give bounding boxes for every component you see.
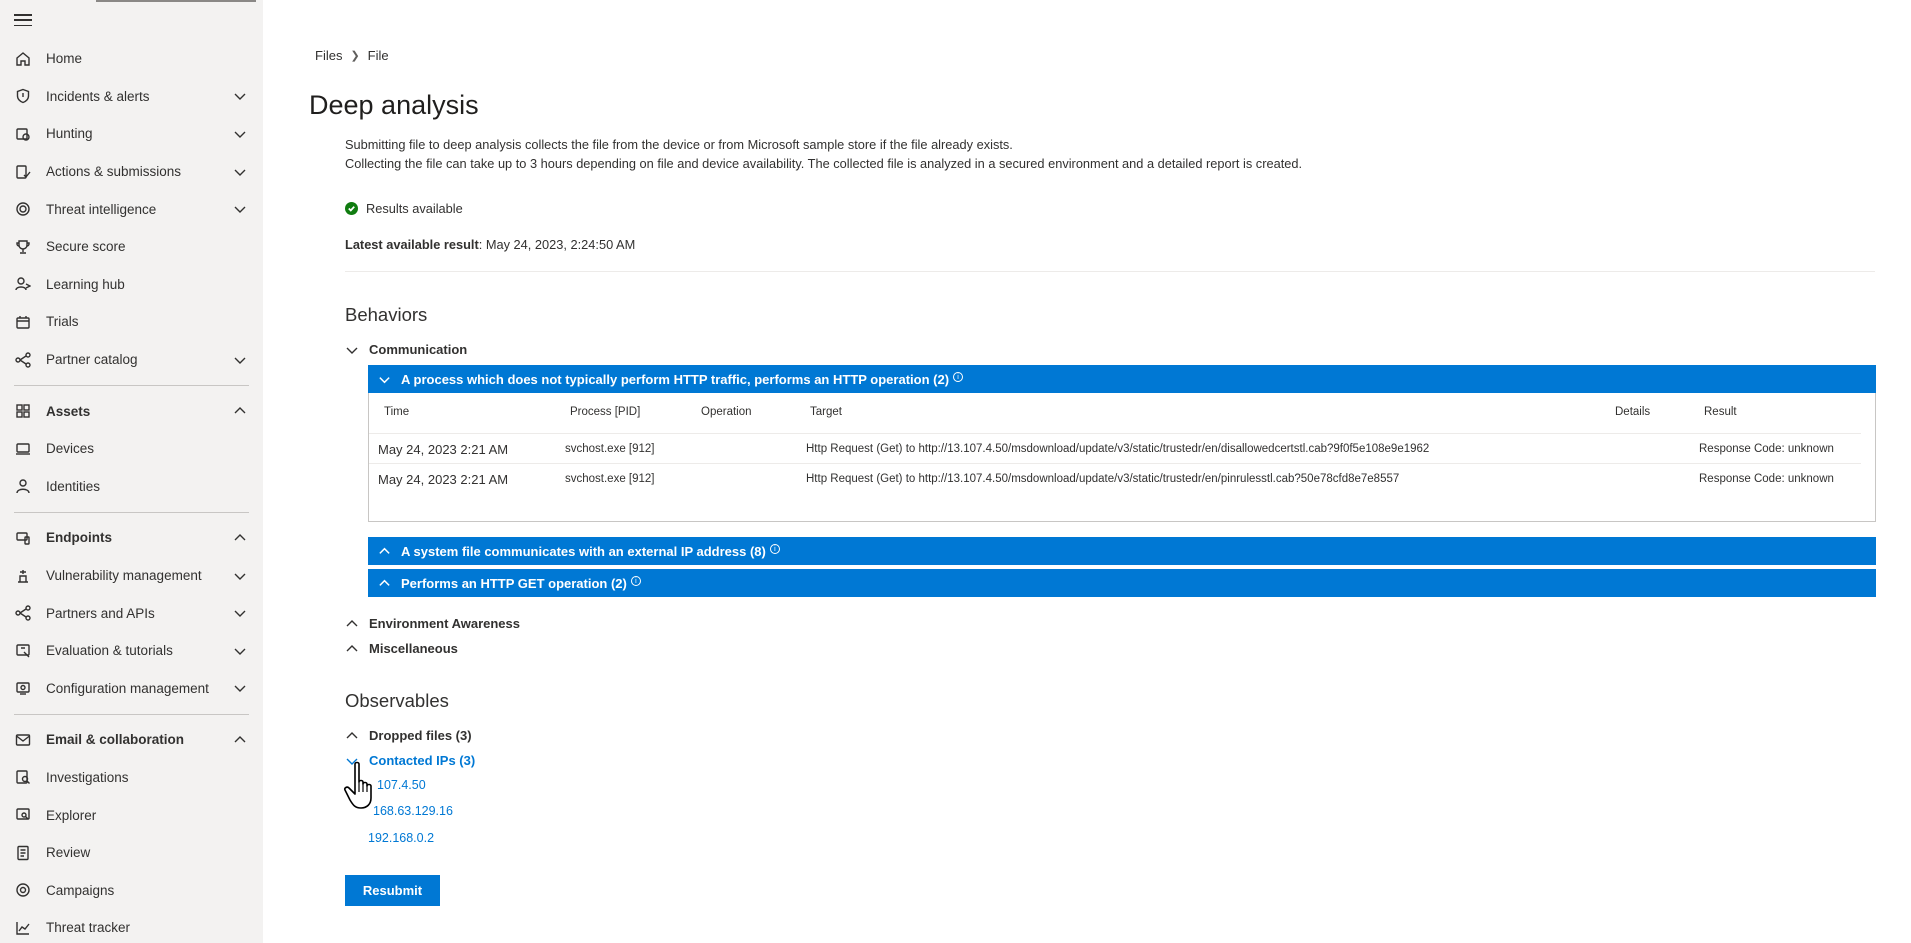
learning-icon — [14, 275, 32, 293]
chevron-down-icon[interactable] — [233, 644, 247, 658]
behavior-external-ip[interactable] — [368, 537, 1876, 565]
nav-divider — [14, 385, 249, 386]
chevron-up-icon — [345, 617, 359, 631]
nav-item-learning-hub[interactable] — [0, 266, 263, 304]
nav-section-email-collaboration[interactable] — [0, 721, 263, 759]
description-line-2: Collecting the file can take up to 3 hours depending on file and device availability. The collected file is analyzed in a secured environment and a detailed report is created. — [345, 156, 1303, 171]
nav-label: Review — [46, 845, 91, 861]
chevron-right-icon: ❯ — [350, 50, 360, 62]
nav-label: Vulnerability management — [46, 568, 202, 584]
table-row[interactable] — [369, 433, 1861, 463]
divider — [345, 271, 1875, 272]
nav-divider — [14, 714, 249, 715]
mail-icon — [14, 731, 32, 749]
cell-target: Http Request (Get) to http://13.107.4.50/msdownload/update/v3/static/trustedr/en/pinrulesstl.cab?50e78cfd8e7e8557 — [806, 473, 1400, 485]
header-result[interactable]: Result — [1704, 406, 1737, 418]
latest-result — [345, 237, 635, 252]
behavior-http-traffic[interactable] — [368, 365, 1876, 393]
nav-item-identities[interactable] — [0, 468, 263, 506]
cell-time: May 24, 2023 2:21 AM — [378, 442, 509, 457]
chevron-down-icon[interactable] — [233, 127, 247, 141]
group-miscellaneous[interactable] — [345, 641, 458, 656]
group-label: Communication — [369, 342, 468, 357]
left-navigation — [0, 0, 263, 943]
cell-time: May 24, 2023 2:21 AM — [378, 472, 509, 487]
nav-label: Home — [46, 51, 83, 67]
nav-item-investigations[interactable] — [0, 759, 263, 797]
behavior-label: A process which does not typically perform HTTP traffic, performs an HTTP operation (2) — [401, 371, 950, 387]
description-line-1: Submitting file to deep analysis collects the file from the device or from Microsoft sample store if the file already exists. — [345, 137, 1013, 152]
partner-icon — [14, 351, 32, 369]
chevron-up-icon[interactable] — [233, 404, 247, 418]
nav-item-partner-catalog[interactable] — [0, 341, 263, 379]
nav-section-label: Assets — [46, 403, 91, 419]
vulnerability-icon — [14, 567, 32, 585]
nav-item-home[interactable] — [0, 40, 263, 78]
breadcrumb-file: File — [367, 48, 389, 63]
nav-item-devices[interactable] — [0, 430, 263, 468]
ip-link[interactable]: 107.4.50 — [377, 778, 426, 792]
nav-item-vulnerability-management[interactable] — [0, 557, 263, 595]
nav-item-partners-apis[interactable] — [0, 594, 263, 632]
nav-item-hunting[interactable] — [0, 115, 263, 153]
header-details[interactable]: Details — [1615, 406, 1651, 418]
nav-item-review[interactable] — [0, 834, 263, 872]
header-operation[interactable]: Operation — [701, 406, 752, 418]
resubmit-button[interactable]: Resubmit — [345, 875, 440, 906]
chevron-down-icon — [345, 343, 359, 357]
chevron-down-icon — [378, 373, 391, 386]
chevron-down-icon[interactable] — [233, 202, 247, 216]
nav-item-explorer[interactable] — [0, 796, 263, 834]
observables-title: Observables — [345, 690, 449, 711]
nav-label: Identities — [46, 478, 101, 494]
chevron-down-icon[interactable] — [233, 569, 247, 583]
chevron-down-icon[interactable] — [233, 681, 247, 695]
cell-process: svchost.exe [912] — [565, 473, 655, 485]
nav-item-evaluation-tutorials[interactable] — [0, 632, 263, 670]
campaign-icon — [14, 881, 32, 899]
cell-target: Http Request (Get) to http://13.107.4.50/msdownload/update/v3/static/trustedr/en/disallowedcertstl.cab?9f0f5e108e9e1962 — [806, 443, 1430, 455]
nav-section-label: Email & collaboration — [46, 732, 185, 748]
cell-process: svchost.exe [912] — [565, 443, 655, 455]
nav-label: Configuration management — [46, 680, 209, 696]
threat-intel-icon — [14, 200, 32, 218]
nav-label: Threat intelligence — [46, 201, 157, 217]
description — [345, 135, 1305, 173]
info-icon[interactable]: i — [770, 544, 780, 554]
investigation-icon — [14, 768, 32, 786]
nav-label: Learning hub — [46, 276, 125, 292]
nav-item-actions[interactable] — [0, 153, 263, 191]
nav-label: Explorer — [46, 807, 97, 823]
hand-cursor-icon — [343, 760, 385, 812]
ip-link[interactable]: 192.168.0.2 — [368, 831, 435, 845]
nav-item-trials[interactable] — [0, 303, 263, 341]
nav-divider — [14, 512, 249, 513]
endpoints-icon — [14, 529, 32, 547]
chevron-down-icon[interactable] — [233, 89, 247, 103]
chevron-down-icon[interactable] — [233, 606, 247, 620]
latest-result-label: Latest available result — [345, 237, 479, 252]
behavior-label: A system file communicates with an external IP address (8) — [401, 543, 766, 559]
info-icon[interactable]: i — [953, 372, 963, 382]
latest-result-value: : May 24, 2023, 2:24:50 AM — [478, 237, 636, 252]
header-target[interactable]: Target — [810, 406, 842, 418]
home-icon — [14, 50, 32, 68]
group-communication[interactable] — [345, 342, 467, 357]
hunting-icon — [14, 125, 32, 143]
cell-result: Response Code: unknown — [1699, 443, 1834, 455]
nav-list — [0, 40, 263, 943]
group-dropped-files[interactable] — [345, 728, 472, 743]
behavior-http-get[interactable] — [368, 569, 1876, 597]
group-label: Miscellaneous — [369, 641, 458, 656]
chevron-up-icon — [378, 577, 391, 590]
hamburger-menu-icon[interactable] — [14, 12, 32, 28]
shield-icon — [14, 87, 32, 105]
group-label: Environment Awareness — [369, 616, 520, 631]
nav-label: Investigations — [46, 769, 129, 785]
scroll-indicator — [96, 0, 256, 2]
nav-label: Secure score — [46, 239, 126, 255]
explorer-icon — [14, 806, 32, 824]
nav-label: Campaigns — [46, 882, 115, 898]
nav-label: Threat tracker — [46, 920, 131, 936]
group-label: Dropped files (3) — [369, 728, 472, 743]
evaluation-icon — [14, 642, 32, 660]
header-process[interactable]: Process [PID] — [570, 406, 641, 418]
nav-label: Incidents & alerts — [46, 88, 150, 104]
nav-item-secure-score[interactable] — [0, 228, 263, 266]
table-header — [369, 393, 1875, 433]
nav-section-endpoints[interactable] — [0, 519, 263, 557]
header-time[interactable]: Time — [384, 406, 410, 418]
chevron-down-icon[interactable] — [233, 353, 247, 367]
group-label: Contacted IPs (3) — [369, 753, 476, 768]
chevron-up-icon — [378, 545, 391, 558]
breadcrumb — [315, 48, 389, 63]
ip-link[interactable]: 168.63.129.16 — [373, 804, 453, 818]
nav-label: Partners and APIs — [46, 605, 155, 621]
page-title: Deep analysis — [309, 90, 479, 120]
nav-label: Trials — [46, 314, 79, 330]
nav-item-campaigns[interactable] — [0, 871, 263, 909]
chevron-down-icon[interactable] — [233, 165, 247, 179]
trials-icon — [14, 313, 32, 331]
device-icon — [14, 440, 32, 458]
breadcrumb-files[interactable]: Files — [315, 48, 343, 63]
main-content — [263, 0, 1911, 943]
check-circle-icon — [345, 202, 358, 215]
nav-item-configuration-management[interactable] — [0, 670, 263, 708]
behavior-table — [368, 393, 1876, 522]
status-results-available — [345, 201, 463, 216]
nav-label: Devices — [46, 441, 95, 457]
tracker-icon — [14, 919, 32, 937]
nav-label: Evaluation & tutorials — [46, 643, 173, 659]
nav-item-threat-tracker[interactable] — [0, 909, 263, 943]
nav-label: Partner catalog — [46, 352, 138, 368]
nav-section-assets[interactable] — [0, 392, 263, 430]
nav-label: Hunting — [46, 126, 93, 142]
nav-item-threat-intelligence[interactable] — [0, 190, 263, 228]
actions-icon — [14, 163, 32, 181]
person-icon — [14, 477, 32, 495]
cell-result: Response Code: unknown — [1699, 473, 1834, 485]
table-row[interactable] — [369, 463, 1861, 493]
nav-section-label: Endpoints — [46, 530, 112, 546]
nav-item-incidents[interactable] — [0, 78, 263, 116]
partner-api-icon — [14, 604, 32, 622]
config-icon — [14, 679, 32, 697]
chevron-up-icon[interactable] — [233, 531, 247, 545]
info-icon[interactable]: i — [631, 576, 641, 586]
review-icon — [14, 844, 32, 862]
assets-icon — [14, 402, 32, 420]
trophy-icon — [14, 238, 32, 256]
group-environment-awareness[interactable] — [345, 616, 520, 631]
chevron-up-icon[interactable] — [233, 733, 247, 747]
nav-label: Actions & submissions — [46, 164, 182, 180]
behavior-label: Performs an HTTP GET operation (2) — [401, 575, 627, 591]
chevron-up-icon — [345, 729, 359, 743]
behaviors-title: Behaviors — [345, 304, 428, 325]
chevron-up-icon — [345, 642, 359, 656]
status-text: Results available — [366, 201, 463, 216]
